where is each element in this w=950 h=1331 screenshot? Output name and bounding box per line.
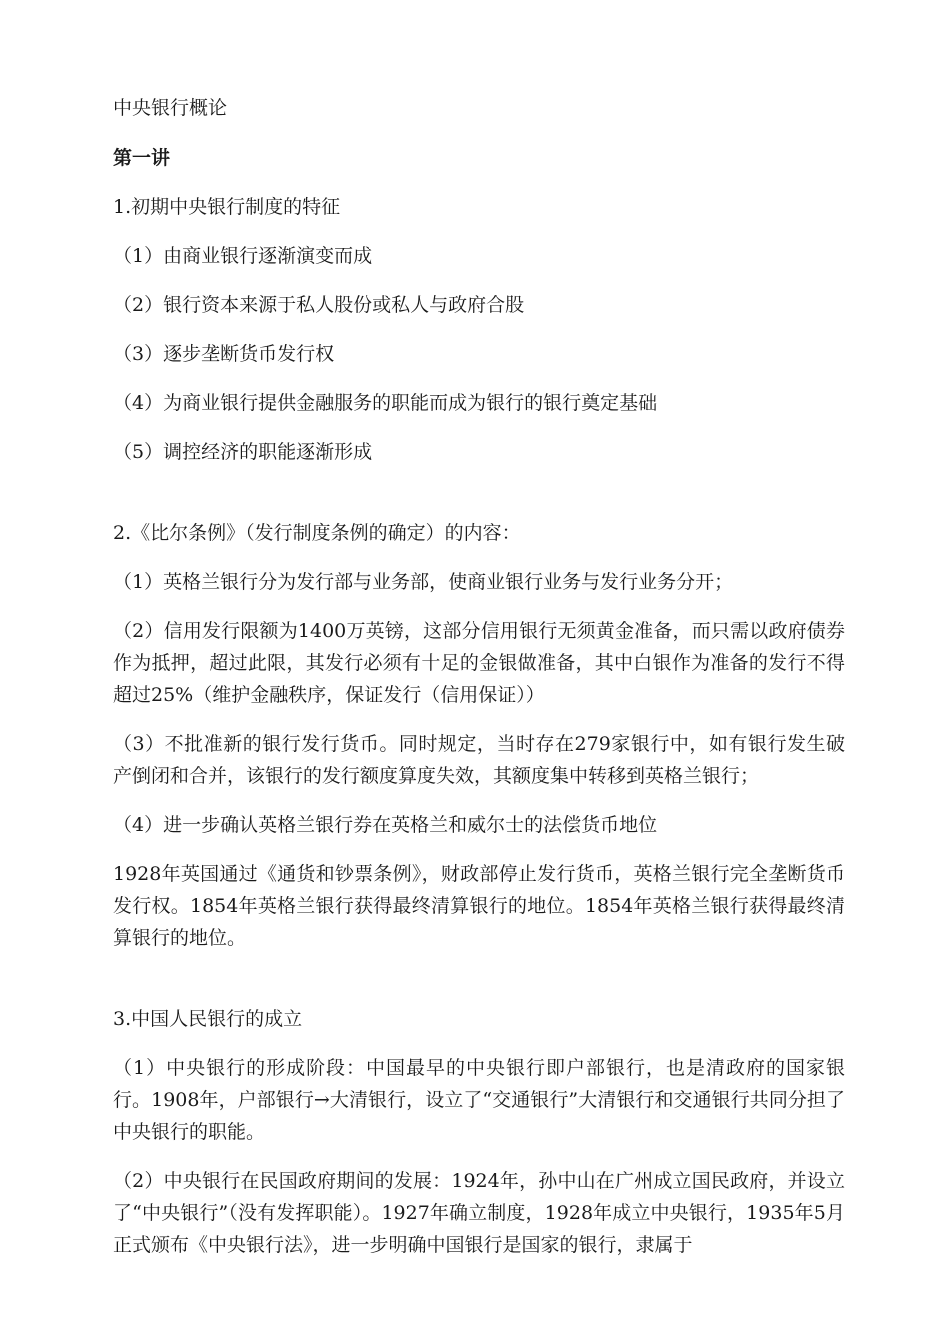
section-2-item: （3）不批准新的银行发行货币。同时规定，当时存在279家银行中，如有银行发生破产倒闭和合并，该银行的发行额度算度失效，其额度集中转移到英格兰银行； — [113, 733, 845, 787]
section-2-item: （2）信用发行限额为1400万英镑，这部分信用银行无须黄金准备，而只需以政府债券作为抵押，超过此限，其发行必须有十足的金银做准备，其中白银作为准备的发行不得超过25%（维护金融秩序，保证发行（信用保证）） — [113, 620, 845, 706]
section-2-item: （1）英格兰银行分为发行部与业务部，使商业银行业务与发行业务分开； — [113, 571, 734, 593]
section-1-item: （2）银行资本来源于私人股份或私人与政府合股 — [113, 294, 525, 316]
section-3-item: （1）中央银行的形成阶段：中国最早的中央银行即户部银行，也是清政府的国家银行。1908年，户部银行→大清银行，设立了“交通银行”大清银行和交通银行共同分担了中央银行的职能。 — [113, 1057, 845, 1143]
section-3-heading: 3.中国人民银行的成立 — [113, 1008, 303, 1030]
section-2-item: （4）进一步确认英格兰银行券在英格兰和威尔士的法偿货币地位 — [113, 814, 658, 836]
document-page — [113, 92, 845, 1278]
section-1-item: （4）为商业银行提供金融服务的职能而成为银行的银行奠定基础 — [113, 392, 658, 414]
section-2-note: 1928年英国通过《通货和钞票条例》，财政部停止发行货币，英格兰银行完全垄断货币发行权。1854年英格兰银行获得最终清算银行的地位。1854年英格兰银行获得最终清算银行的地位。 — [113, 863, 845, 949]
lecture-heading: 第一讲 — [113, 147, 171, 169]
section-2-heading: 2.《比尔条例》（发行制度条例的确定）的内容： — [113, 522, 521, 544]
section-1-item: （3）逐步垄断货币发行权 — [113, 343, 335, 365]
document-title: 中央银行概论 — [113, 97, 228, 119]
section-1-item: （5）调控经济的职能逐渐形成 — [113, 441, 373, 463]
section-1-heading: 1.初期中央银行制度的特征 — [113, 196, 341, 218]
section-1-item: （1）由商业银行逐渐演变而成 — [113, 245, 373, 267]
page-bottom-cutoff — [0, 1281, 950, 1331]
section-3-item: （2）中央银行在民国政府期间的发展：1924年，孙中山在广州成立国民政府，并设立了“中央银行”（没有发挥职能）。1927年确立制度，1928年成立中央银行，1935年5月正式颁布《中央银行法》，进一步明确中国银行是国家的银行，隶属于 — [113, 1170, 845, 1256]
